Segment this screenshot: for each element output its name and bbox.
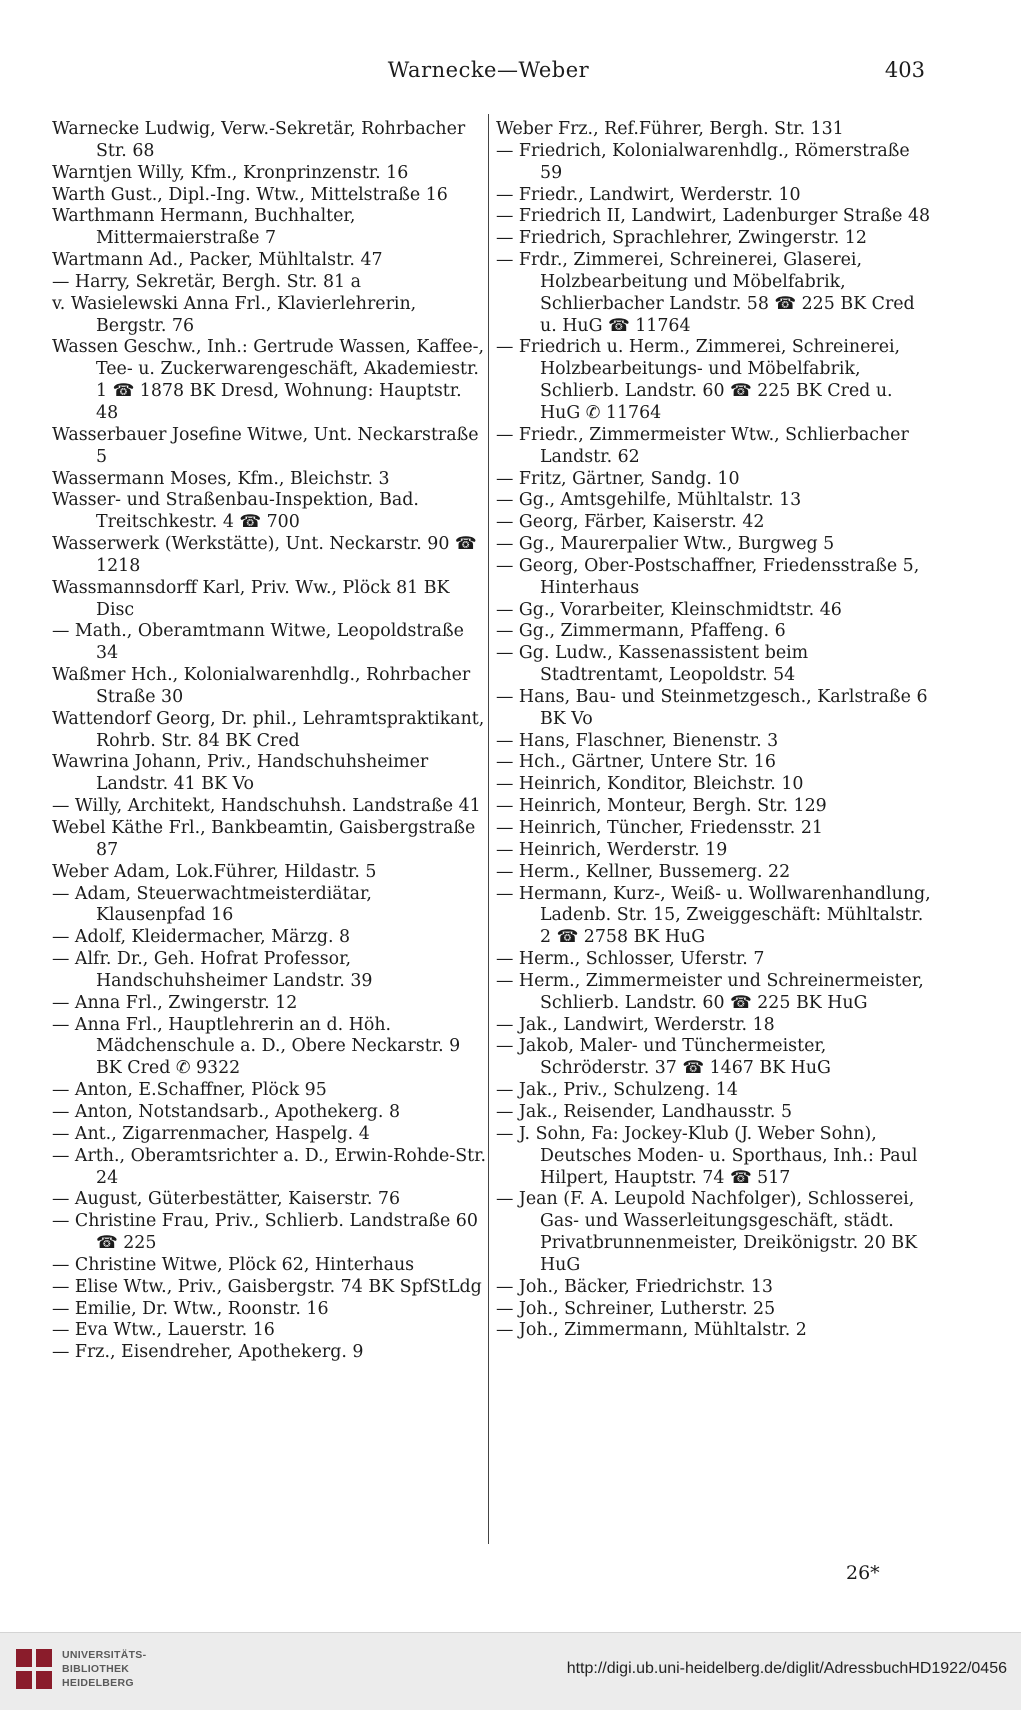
directory-entry: Warth Gust., Dipl.-Ing. Wtw., Mittelstraße 16 xyxy=(52,184,448,205)
university-seal-icon xyxy=(14,1647,54,1691)
directory-entry: — Harry, Sekretär, Bergh. Str. 81 a xyxy=(52,271,361,292)
directory-entry: Wattendorf Georg, Dr. phil., Lehramtspraktikant, Rohrb. Str. 84 BK Cred xyxy=(52,708,485,751)
directory-entry: — Heinrich, Konditor, Bleichstr. 10 xyxy=(496,774,804,795)
directory-entry: — Friedr., Landwirt, Werderstr. 10 xyxy=(496,184,801,205)
running-title: Warnecke—Weber xyxy=(387,58,590,82)
directory-entry: Warnecke Ludwig, Verw.-Sekretär, Rohrbacher Str. 68 xyxy=(52,119,466,161)
directory-entry: — Friedrich II, Landwirt, Ladenburger Straße 48 xyxy=(496,206,931,227)
directory-entry: — Gg., Vorarbeiter, Kleinschmidtstr. 46 xyxy=(496,599,842,620)
directory-entry: — Emilie, Dr. Wtw., Roonstr. 16 xyxy=(52,1298,329,1319)
signature-mark: 26* xyxy=(846,1562,880,1584)
directory-entry: — Herm., Schlosser, Uferstr. 7 xyxy=(496,949,765,970)
directory-entry: — Jakob, Maler- und Tünchermeister, Schröderstr. 37 ☎ 1467 BK HuG xyxy=(496,1036,831,1079)
directory-entry: — Willy, Architekt, Handschuhsh. Landstraße 41 xyxy=(52,796,481,817)
library-logo-text xyxy=(62,1648,146,1690)
directory-entry: — Friedrich, Sprachlehrer, Zwingerstr. 12 xyxy=(496,228,867,249)
directory-entry: Waßmer Hch., Kolonialwarenhdlg., Rohrbacher Straße 30 xyxy=(52,665,471,707)
directory-entry: — Jak., Landwirt, Werderstr. 18 xyxy=(496,1014,775,1035)
directory-entry: — Joh., Zimmermann, Mühltalstr. 2 xyxy=(496,1320,807,1341)
directory-entry: Warntjen Willy, Kfm., Kronprinzenstr. 16 xyxy=(52,162,409,183)
directory-entry: — Adolf, Kleidermacher, Märzg. 8 xyxy=(52,927,351,948)
directory-entry: — Heinrich, Werderstr. 19 xyxy=(496,839,728,860)
directory-entry: — Eva Wtw., Lauerstr. 16 xyxy=(52,1320,275,1341)
directory-entry: — Hans, Flaschner, Bienenstr. 3 xyxy=(496,730,779,751)
directory-entry: — Gg. Ludw., Kassenassistent beim Stadtrentamt, Leopoldstr. 54 xyxy=(496,643,809,686)
directory-entry: — Elise Wtw., Priv., Gaisbergstr. 74 BK SpfStLdg xyxy=(52,1276,482,1297)
directory-entry: — August, Güterbestätter, Kaiserstr. 76 xyxy=(52,1189,401,1210)
directory-entry: — J. Sohn, Fa: Jockey-Klub (J. Weber Sohn), Deutsches Moden- u. Sporthaus, Inh.: Paul Hilpert, Hauptstr. 74 ☎ 517 xyxy=(496,1123,918,1188)
directory-entry: — Adam, Steuerwachtmeisterdiätar, Klausenpfad 16 xyxy=(52,883,372,926)
directory-entry: — Jean (F. A. Leupold Nachfolger), Schlosserei, Gas- und Wasserleitungsgeschäft, städt. Privatbrunnenmeister, Dreikönigstr. 20 BK HuG xyxy=(496,1189,918,1275)
page-header xyxy=(52,58,925,92)
directory-entry: — Anna Frl., Zwingerstr. 12 xyxy=(52,992,298,1013)
directory-entry: — Gg., Maurerpalier Wtw., Burgweg 5 xyxy=(496,534,835,555)
directory-entry: — Anna Frl., Hauptlehrerin an d. Höh. Mädchenschule a. D., Obere Neckarstr. 9 BK Cred ✆ 9322 xyxy=(52,1014,461,1079)
directory-entry: — Hans, Bau- und Steinmetzgesch., Karlstraße 6 BK Vo xyxy=(496,686,928,729)
directory-entry: Weber Frz., Ref.Führer, Bergh. Str. 131 xyxy=(496,119,844,139)
directory-entry: — Heinrich, Monteur, Bergh. Str. 129 xyxy=(496,796,827,817)
directory-entry: Wassermann Moses, Kfm., Bleichstr. 3 xyxy=(52,468,390,489)
directory-entry: — Fritz, Gärtner, Sandg. 10 xyxy=(496,468,740,489)
directory-entry: — Frdr., Zimmerei, Schreinerei, Glaserei, Holzbearbeitung und Möbelfabrik, Schlierbacher Landstr. 58 ☎ 225 BK Cred u. HuG ☎ 11764 xyxy=(496,250,915,336)
right-column xyxy=(496,119,931,1342)
library-name-line: UNIVERSITÄTS- xyxy=(62,1649,147,1661)
directory-entry: — Friedrich u. Herm., Zimmerei, Schreinerei, Holzbearbeitungs- und Möbelfabrik, Schlierb. Landstr. 60 ☎ 225 BK Cred u. HuG ✆ 11764 xyxy=(496,337,901,423)
directory-entry: Wasserwerk (Werkstätte), Unt. Neckarstr. 90 ☎ 1218 xyxy=(52,534,477,576)
directory-entry: — Ant., Zigarrenmacher, Haspelg. 4 xyxy=(52,1123,370,1144)
directory-entry: — Alfr. Dr., Geh. Hofrat Professor, Handschuhsheimer Landstr. 39 xyxy=(52,949,373,991)
directory-entry: — Joh., Schreiner, Lutherstr. 25 xyxy=(496,1298,776,1319)
directory-entry: — Jak., Priv., Schulzeng. 14 xyxy=(496,1080,738,1101)
directory-entry: Weber Adam, Lok.Führer, Hildastr. 5 xyxy=(52,861,377,882)
directory-entry: — Friedrich, Kolonialwarenhdlg., Römerstraße 59 xyxy=(496,140,910,183)
library-name-line: BIBLIOTHEK xyxy=(62,1663,130,1675)
directory-entry: — Hch., Gärtner, Untere Str. 16 xyxy=(496,752,776,773)
directory-entry: Wasserbauer Josefine Witwe, Unt. Neckarstraße 5 xyxy=(52,424,479,467)
library-name-line: HEIDELBERG xyxy=(62,1677,134,1689)
directory-entry: Warthmann Hermann, Buchhalter, Mittermaierstraße 7 xyxy=(52,206,356,249)
directory-entry: — Georg, Färber, Kaiserstr. 42 xyxy=(496,512,765,533)
directory-entry: Wassen Geschw., Inh.: Gertrude Wassen, Kaffee-, Tee- u. Zuckerwarengeschäft, Akademiestr. 1 ☎ 1878 BK Dresd, Wohnung: Hauptstr. 48 xyxy=(52,337,485,423)
left-column xyxy=(52,119,487,1364)
directory-entry: — Herm., Kellner, Bussemerg. 22 xyxy=(496,861,791,882)
directory-entry: — Anton, Notstandsarb., Apothekerg. 8 xyxy=(52,1101,401,1122)
directory-entry: Webel Käthe Frl., Bankbeamtin, Gaisbergstraße 87 xyxy=(52,818,476,860)
directory-entry: — Gg., Zimmermann, Pfaffeng. 6 xyxy=(496,621,786,642)
directory-entry: Wawrina Johann, Priv., Handschuhsheimer Landstr. 41 BK Vo xyxy=(52,752,429,795)
directory-entry: Wassmannsdorff Karl, Priv. Ww., Plöck 81 BK Disc xyxy=(52,577,450,620)
directory-entry: — Math., Oberamtmann Witwe, Leopoldstraße 34 xyxy=(52,621,464,664)
directory-entry: — Heinrich, Tüncher, Friedensstr. 21 xyxy=(496,818,823,838)
directory-entry: — Christine Witwe, Plöck 62, Hinterhaus xyxy=(52,1254,415,1275)
directory-entry: — Christine Frau, Priv., Schlierb. Landstraße 60 ☎ 225 xyxy=(52,1211,478,1254)
page-number: 403 xyxy=(884,58,925,82)
directory-entry: — Jak., Reisender, Landhausstr. 5 xyxy=(496,1101,793,1122)
directory-entry: — Arth., Oberamtsrichter a. D., Erwin-Rohde-Str. 24 xyxy=(52,1145,487,1188)
directory-entry: — Friedr., Zimmermeister Wtw., Schlierbacher Landstr. 62 xyxy=(496,424,909,467)
directory-entry: — Joh., Bäcker, Friedrichstr. 13 xyxy=(496,1276,773,1297)
directory-entry: Wasser- und Straßenbau-Inspektion, Bad. Treitschkestr. 4 ☎ 700 xyxy=(52,490,419,533)
column-divider xyxy=(488,114,489,1544)
directory-entry: — Hermann, Kurz-, Weiß- u. Wollwarenhandlung, Ladenb. Str. 15, Zweiggeschäft: Mühltalstr. 2 ☎ 2758 BK HuG xyxy=(496,883,931,948)
directory-entry: — Frz., Eisendreher, Apothekerg. 9 xyxy=(52,1342,364,1363)
directory-entry: — Anton, E.Schaffner, Plöck 95 xyxy=(52,1080,327,1101)
directory-entry: Wartmann Ad., Packer, Mühltalstr. 47 xyxy=(52,250,383,271)
directory-entry: — Georg, Ober-Postschaffner, Friedensstraße 5, Hinterhaus xyxy=(496,555,920,598)
viewer-footer-bar xyxy=(0,1632,1021,1710)
directory-entry: — Herm., Zimmermeister und Schreinermeister, Schlierb. Landstr. 60 ☎ 225 BK HuG xyxy=(496,970,924,1013)
permalink-url[interactable]: http://digi.ub.uni-heidelberg.de/diglit/AdressbuchHD1922/0456 xyxy=(566,1660,1007,1677)
directory-entry: v. Wasielewski Anna Frl., Klavierlehrerin, Bergstr. 76 xyxy=(52,293,417,336)
directory-entry: — Gg., Amtsgehilfe, Mühltalstr. 13 xyxy=(496,490,802,511)
